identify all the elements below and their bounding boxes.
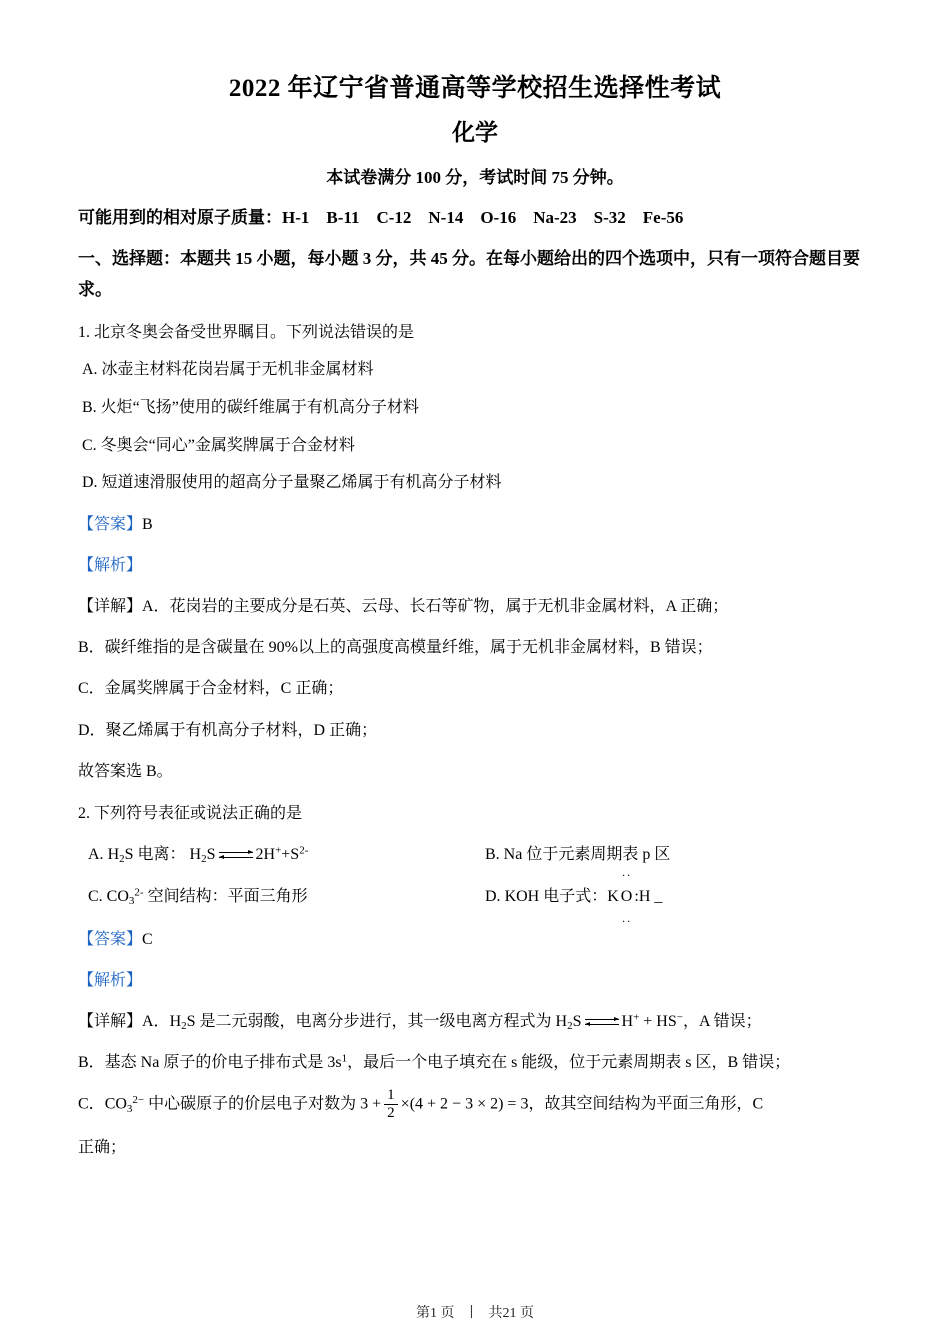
detail-b-t2: ，最后一个电子填充在 s 能级，位于元素周期表 s 区，B 错误； [347,1054,791,1072]
answer-value: B [142,515,153,533]
detail-b-t1: 3s [327,1054,342,1072]
detail-c-t2: ×(4 + 2 − 3 × 2) = 3，故其空间结构为平面三角形，C [400,1096,764,1114]
option-a-formula-sub: 2 [201,852,207,865]
equilibrium-arrow-icon [219,849,253,861]
detail-a-s2: 2 [567,1019,573,1032]
question-2-stem [78,799,872,829]
option-c-prefix: C. [88,887,103,905]
detail-c-t1: 中心碳原子的价层电子对数为 3 + [144,1096,382,1114]
option-a-mid: S 电离： [124,845,186,863]
question-1-text: 北京冬奥会备受世界瞩目。下列说法错误的是 [94,323,415,341]
option-a-h: H [107,845,120,863]
option-c-co: CO [106,887,129,905]
subject-title: 化学 [452,119,498,145]
question-2-text: 下列符号表征或说法正确的是 [94,804,303,822]
question-2-detail-c [78,1088,872,1122]
question-1-option-a: A. 冰壶主材料花岗岩属于无机非金属材料 [82,361,374,379]
equilibrium-arrow-icon-2 [585,1016,619,1028]
atomic-mass-line [78,202,872,233]
question-1-option-d: D. 短道速滑服使用的超高分子量聚乙烯属于有机高分子材料 [82,474,502,492]
option-a-product-s: +S [281,845,300,863]
footer-total-pages: 共21 页 [488,1306,534,1321]
question-1-answer [78,510,872,540]
detail-a-sup2: − [676,1011,683,1024]
question-1-number: 1. [78,323,90,341]
question-2-detail-c-cont: 正确； [78,1139,127,1157]
option-a-prefix: A. [88,845,104,863]
fraction-denominator: 2 [384,1104,398,1122]
atomic-mass-values: H-1 B-11 C-12 N-14 O-16 Na-23 S-32 Fe-56 [282,207,684,227]
detail-c-prefix: C． [78,1096,105,1114]
question-1-detail-5: 故答案选 B。 [78,762,173,780]
question-1-stem [78,318,872,348]
exam-note: 本试卷满分 100 分，考试时间 75 分钟。 [326,167,624,187]
detail-a-t1: H [169,1012,182,1030]
option-c-co-sup: 2- [134,886,144,898]
detail-c-co: CO [104,1096,127,1114]
question-2-detail-a [78,1006,872,1038]
page-title: 2022 年辽宁省普通高等学校招生选择性考试 [228,75,722,102]
question-2-detail-b [78,1047,872,1078]
detail-b-sup1: 1 [341,1052,348,1065]
answer-value-2: C [142,930,153,948]
option-d-lewis-h: H [638,887,651,905]
question-1-detail-1: 【详解】A．花岗岩的主要成分是石英、云母、长石等矿物，属于无机非金属材料，A 正确； [78,597,729,615]
detail-a-t5: + HS [639,1012,677,1030]
answer-label: 【答案】 [78,515,143,533]
option-d-prefix: D. [485,887,501,905]
detail-a-s1: 2 [181,1019,187,1032]
option-b-prefix: B. [485,845,500,863]
detail-a-t3: S [572,1012,582,1030]
option-a-product-h-sup: + [275,844,282,856]
question-2-options-row-2 [78,867,872,928]
option-a-product-s-sup: 2- [299,844,309,856]
option-b-text: Na 位于元素周期表 p 区 [503,845,671,863]
atomic-mass-label: 可能用到的相对原子质量： [78,207,282,227]
question-2-analysis-label: 【解析】 [78,972,143,990]
option-d-lewis-o: O [620,887,633,905]
footer-separator: 丨 [464,1306,479,1321]
detail-a-prefix: 【详解】A． [78,1012,170,1030]
question-2-options-row-1 [78,839,872,871]
question-2-answer [78,925,872,955]
lewis-dots-bottom: ·· [621,913,632,928]
detail-c-co-sup: 2− [132,1094,145,1107]
fraction-numerator: 1 [387,1087,395,1104]
lewis-pair-dots: : [634,887,639,905]
question-1-option-b: B. 火炬“飞扬”使用的碳纤维属于有机高分子材料 [82,399,419,416]
detail-a-t2: S 是二元弱酸，电离分步进行，其一级电离方程式为 H [186,1012,568,1030]
option-a-formula-h: H [189,845,202,863]
question-1-detail-4: D．聚乙烯属于有机高分子材料，D 正确； [78,721,378,739]
lewis-dots-top: ·· [621,867,632,882]
detail-c-co-sub: 3 [126,1103,133,1116]
option-c-co-sub: 3 [128,894,135,907]
page-footer [0,1302,950,1322]
question-2-option-b [475,839,872,871]
question-1-analysis-label: 【解析】 [78,557,143,575]
detail-b-prefix: B．基态 Na 原子的价电子排布式是 [78,1054,328,1072]
question-2-option-a [78,839,475,871]
answer-label-2: 【答案】 [78,930,143,948]
question-2-option-d [475,867,872,928]
question-2-number: 2. [78,804,90,822]
option-a-product-h: 2H [255,845,276,863]
question-1-detail-3: C．金属奖牌属于合金材料，C 正确； [78,680,344,698]
lewis-underscore: _ [650,887,663,905]
option-d-lewis-k: K [607,887,619,905]
option-a-h-sub: 2 [119,852,125,865]
detail-a-t6: ，A 错误； [682,1012,762,1030]
option-a-formula-s: S [206,845,216,863]
fraction-one-half [384,1087,398,1121]
section-one-heading: 一、选择题：本题共 15 小题，每小题 3 分，共 45 分。在每小题给出的四个选项中，只有一项符合题目要求。 [78,248,860,300]
option-d-text: KOH 电子式： [504,887,608,905]
detail-a-t4: H [621,1012,634,1030]
footer-current-page: 第1 页 [416,1306,455,1321]
option-c-text: 空间结构：平面三角形 [143,887,308,905]
question-1-option-c: C. 冬奥会“同心”金属奖牌属于合金材料 [82,436,355,454]
lewis-structure-icon [619,867,635,928]
detail-a-sup1: + [633,1011,640,1024]
question-1-detail-2: B．碳纤维指的是含碳量在 90%以上的高强度高模量纤维，属于无机非金属材料，B 错误； [78,639,713,657]
question-2-option-c [78,881,475,913]
